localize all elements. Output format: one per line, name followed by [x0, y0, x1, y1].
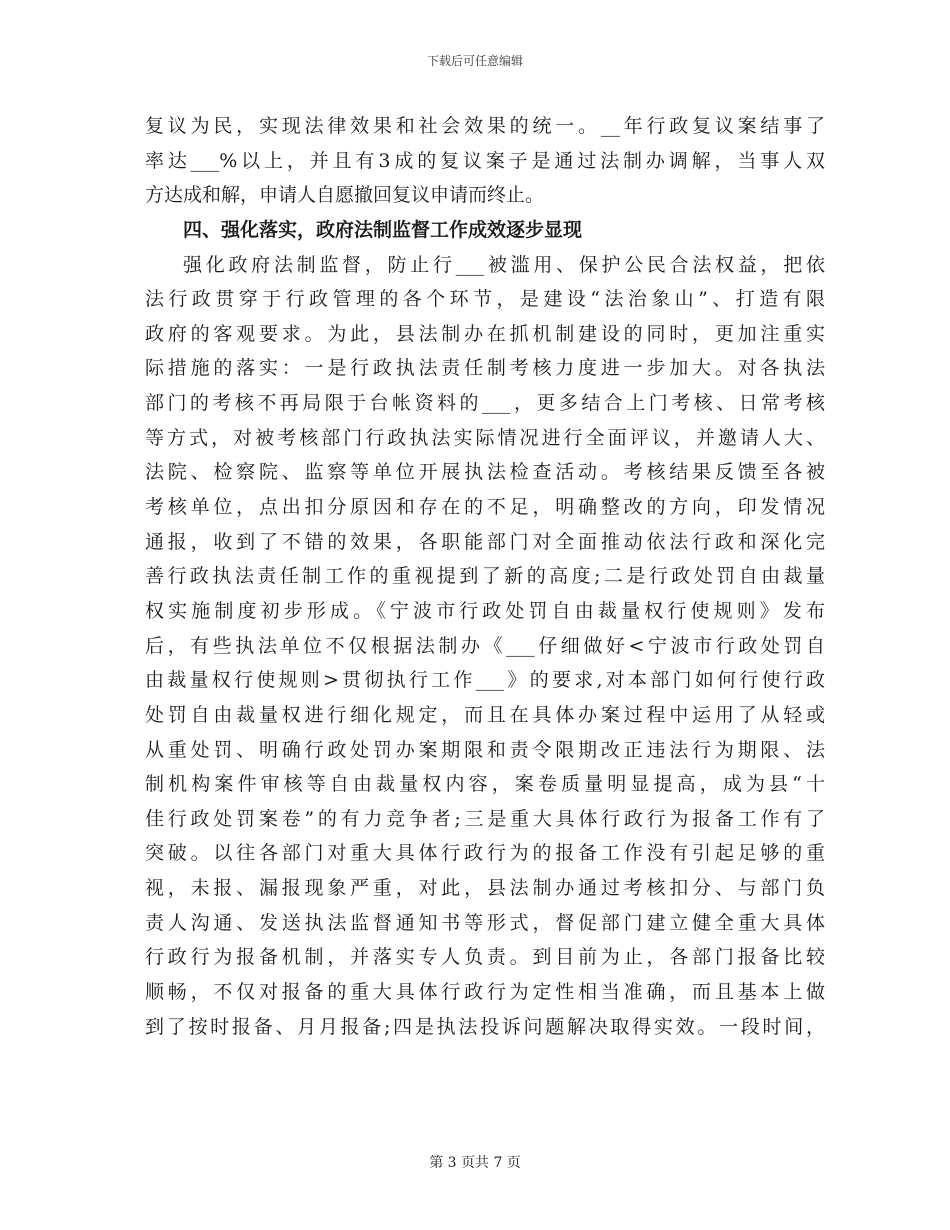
body-line: 由裁量权行使规则>贯彻执行工作___》的要求,对本部门如何行使行政 [145, 669, 825, 692]
body-line: 佳行政处罚案卷”的有力竞争者;三是重大具体行政行为报备工作有了 [145, 807, 825, 830]
body-line: 通报，收到了不错的效果，各职能部门对全面推动依法行政和深化完 [145, 530, 825, 553]
body-line: 善行政执法责任制工作的重视提到了新的高度;二是行政处罚自由裁量 [145, 565, 825, 588]
body-line: 处罚自由裁量权进行细化规定，而且在具体办案过程中运用了从轻或 [145, 703, 825, 726]
body-line: 从重处罚、明确行政处罚办案期限和责令限期改正违法行为期限、法 [145, 738, 825, 761]
body-line: 际措施的落实：一是行政执法责任制考核力度进一步加大。对各执法 [145, 357, 825, 380]
body-line: 制机构案件审核等自由裁量权内容，案卷质量明显提高，成为县“十 [145, 773, 825, 796]
body-line: 到了按时报备、月月报备;四是执法投诉问题解决取得实效。一段时间， [145, 1015, 825, 1038]
body-line: 考核单位，点出扣分原因和存在的不足，明确整改的方向，印发情况 [145, 496, 825, 519]
body-line: 法行政贯穿于行政管理的各个环节，是建设“法治象山”、打造有限 [145, 288, 825, 311]
body-line: 突破。以往各部门对重大具体行政行为的报备工作没有引起足够的重 [145, 842, 825, 865]
body-line: 方达成和解，申请人自愿撤回复议申请而终止。 [145, 184, 545, 207]
body-line: 顺畅，不仅对报备的重大具体行政行为定性相当准确，而且基本上做 [145, 981, 825, 1004]
body-line: 法院、检察院、监察等单位开展执法检查活动。考核结果反馈至各被 [145, 461, 825, 484]
body-line: 等方式，对被考核部门行政执法实际情况进行全面评议，并邀请人大、 [145, 426, 825, 449]
body-line: 权实施制度初步形成。《宁波市行政处罚自由裁量权行使规则》发布 [145, 599, 825, 622]
body-line: 复议为民，实现法律效果和社会效果的统一。__年行政复议案结事了 [145, 115, 825, 137]
body-line: 部门的考核不再局限于台帐资料的___，更多结合上门考核、日常考核 [145, 392, 825, 415]
body-line: 政府的客观要求。为此，县法制办在抓机制建设的同时，更加注重实 [145, 322, 825, 345]
body-line: 责人沟通、发送执法监督通知书等形式，督促部门建立健全重大具体 [145, 911, 825, 934]
body-line: 视，未报、漏报现象严重，对此，县法制办通过考核扣分、与部门负 [145, 877, 825, 900]
body-line: 强化政府法制监督，防止行___被滥用、保护公民合法权益，把依 [183, 253, 825, 276]
page-footer: 第 3 页共 7 页 [429, 1155, 521, 1171]
page-header: 下载后可任意编辑 [426, 54, 523, 68]
body-line: 率达___%以上，并且有3成的复议案子是通过法制办调解，当事人双 [145, 149, 825, 172]
section-heading: 四、强化落实，政府法制监督工作成效逐步显现 [183, 218, 583, 241]
document-body [145, 109, 825, 1044]
body-line: 后，有些执法单位不仅根据法制办《___仔细做好<宁波市行政处罚自 [145, 634, 825, 657]
body-line: 行政行为报备机制，并落实专人负责。到目前为止，各部门报备比较 [145, 946, 825, 969]
